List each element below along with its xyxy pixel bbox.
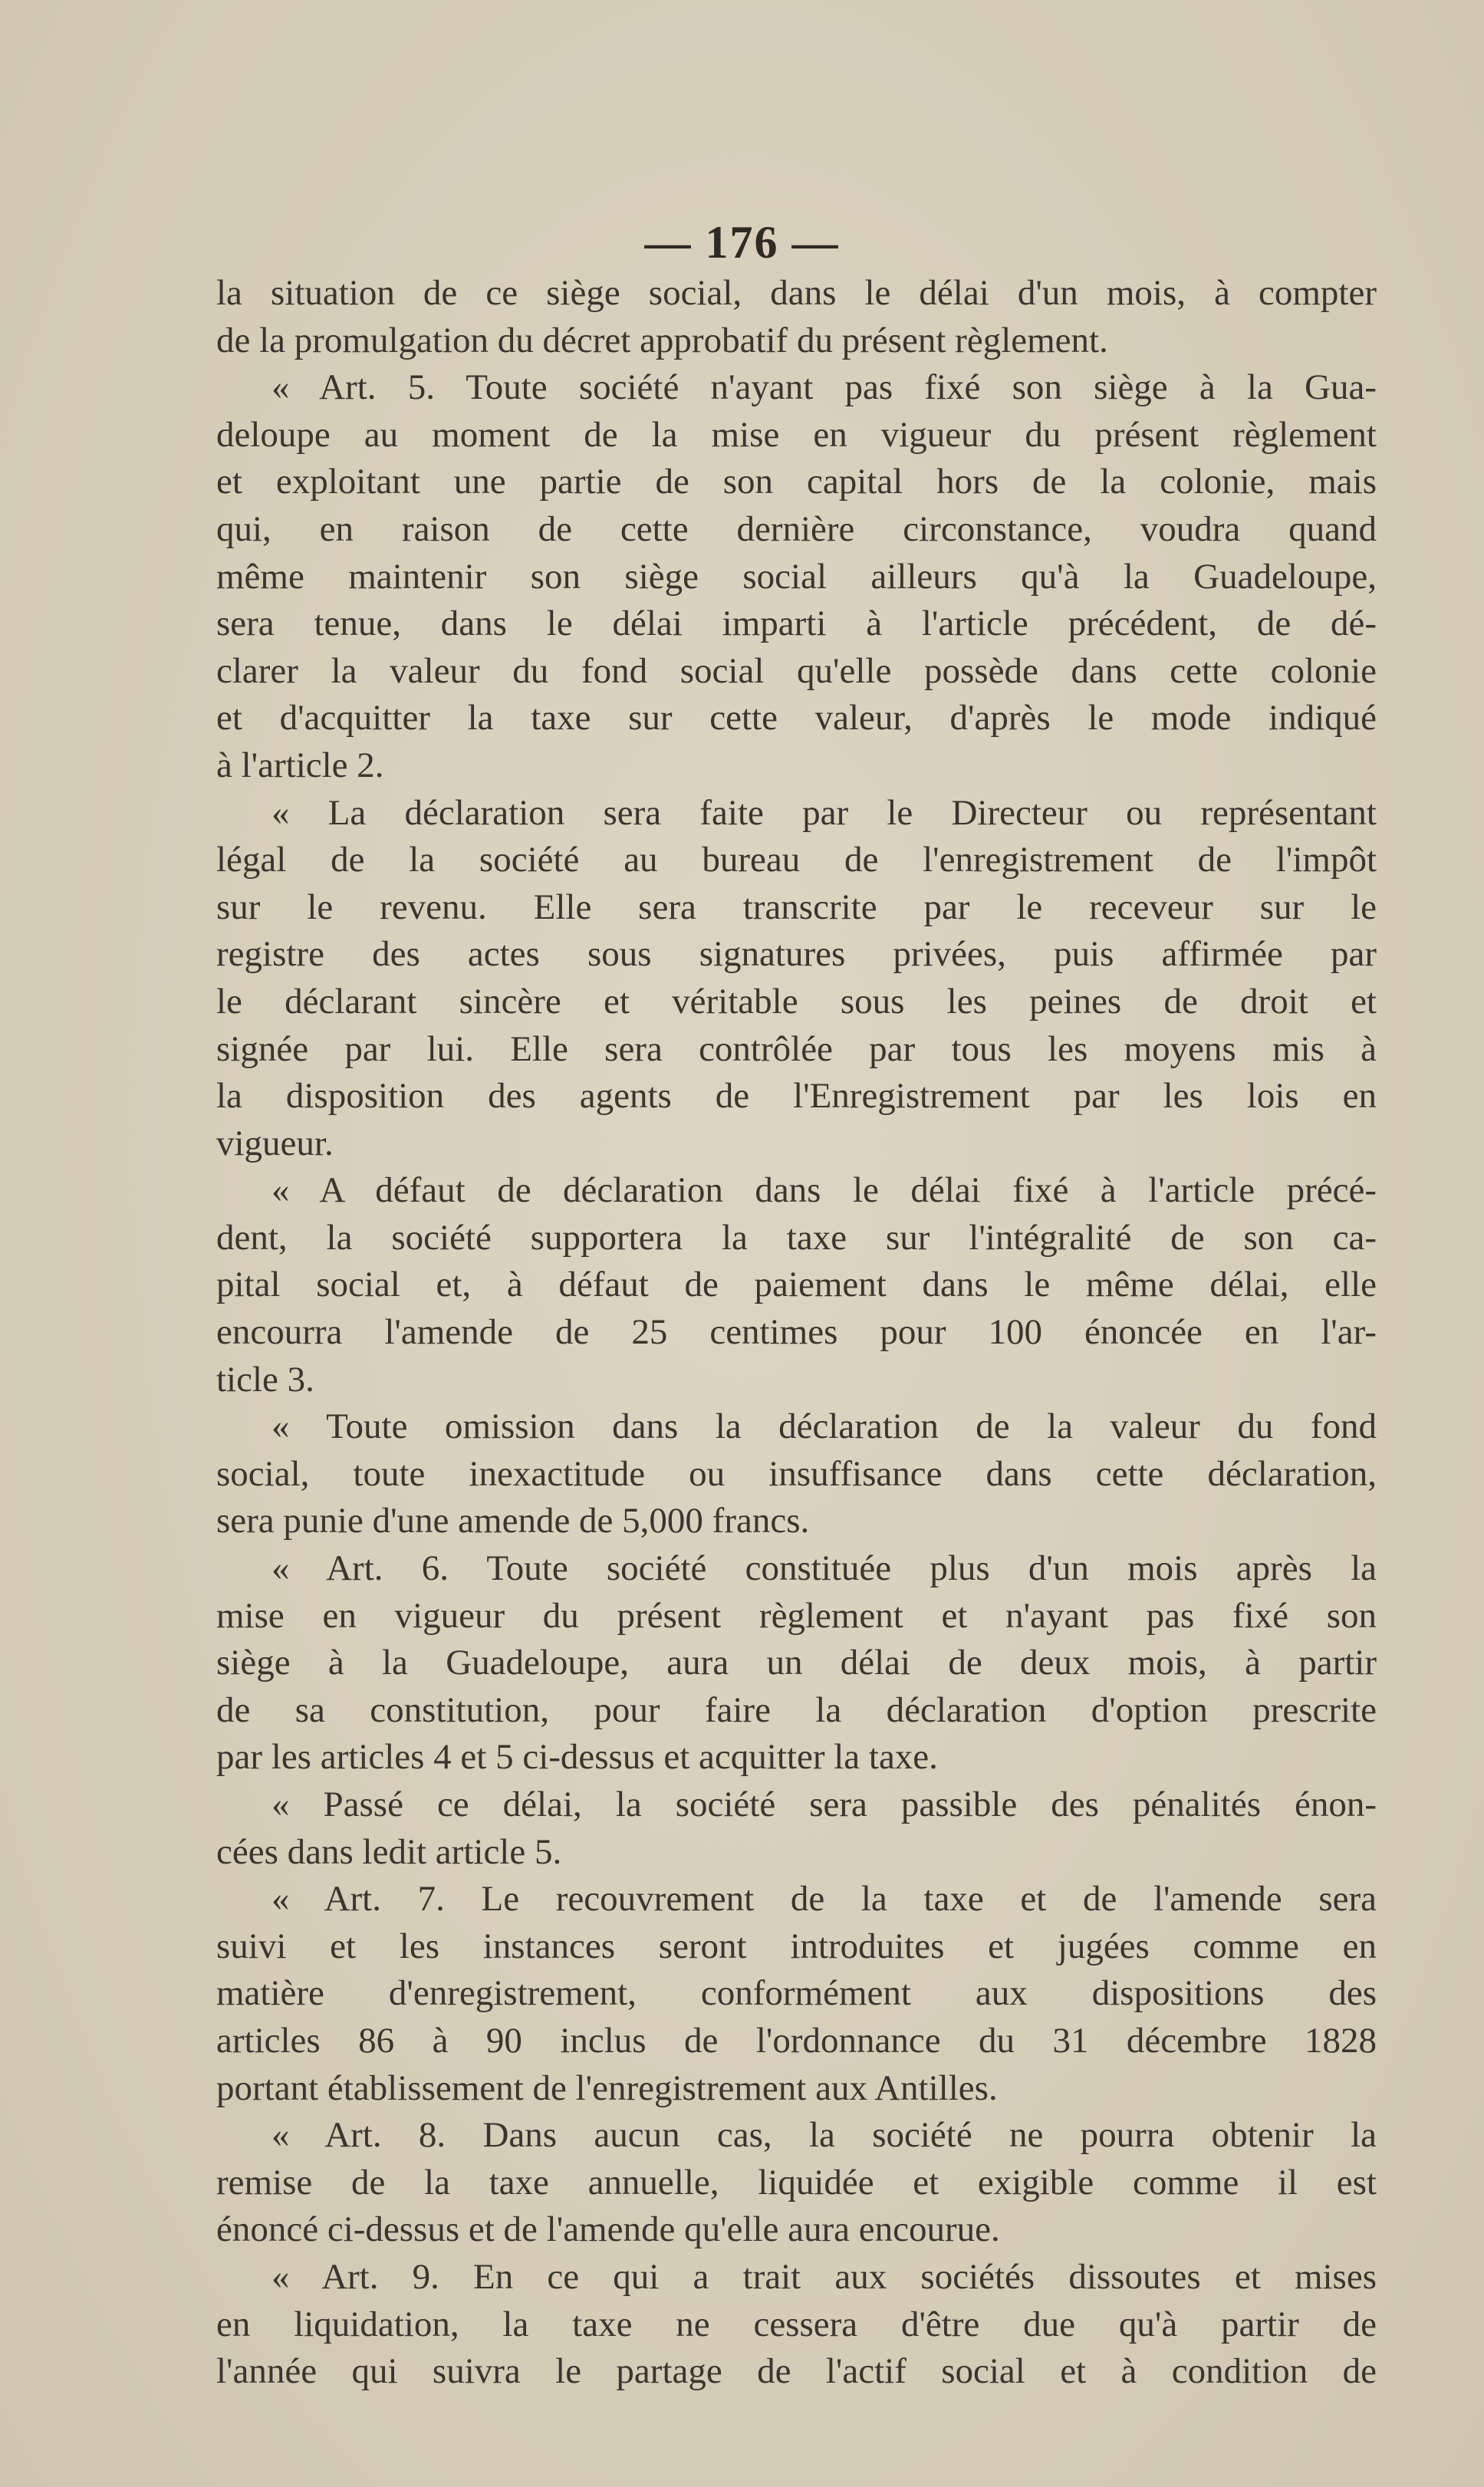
text-line: encourra l'amende de 25 centimes pour 100 énoncée en l'ar-	[216, 1312, 1377, 1353]
paragraph	[216, 1876, 1377, 2112]
text-line: ticle 3.	[216, 1359, 314, 1400]
text-line: « Toute omission dans la déclaration de la valeur du fond	[271, 1406, 1377, 1447]
paragraph	[216, 2112, 1377, 2254]
text-line: suivi et les instances seront introduites et jugées comme en	[216, 1926, 1377, 1966]
text-line: siège à la Guadeloupe, aura un délai de deux mois, à partir	[216, 1643, 1377, 1683]
text-line: deloupe au moment de la mise en vigueur du présent règlement	[216, 414, 1377, 455]
page-number: — 176 —	[644, 217, 840, 268]
text-line: légal de la société au bureau de l'enregistrement de l'impôt	[216, 840, 1377, 880]
text-line: « Passé ce délai, la société sera passible des pénalités énon-	[271, 1785, 1377, 1824]
text-line: en liquidation, la taxe ne cessera d'être due qu'à partir de	[216, 2304, 1377, 2344]
text-line: mise en vigueur du présent règlement et n'ayant pas fixé son	[216, 1595, 1377, 1636]
text-line: « Art. 9. En ce qui a trait aux sociétés dissoutes et mises	[271, 2256, 1377, 2297]
text-line: clarer la valeur du fond social qu'elle possède dans cette colonie	[216, 650, 1377, 691]
text-line: et d'acquitter la taxe sur cette valeur, d'après le mode indiqué	[216, 698, 1377, 739]
text-line: remise de la taxe annuelle, liquidée et exigible comme il est	[216, 2162, 1377, 2202]
text-line: même maintenir son siège social ailleurs qu'à la Guadeloupe,	[216, 556, 1377, 597]
text-line: sur le revenu. Elle sera transcrite par le receveur sur le	[216, 887, 1377, 927]
text-line: « Art. 5. Toute société n'ayant pas fixé son siège à la Gua-	[271, 367, 1377, 408]
text-line: à l'article 2.	[216, 745, 384, 785]
text-line: par les articles 4 et 5 ci-dessus et acquitter la taxe.	[216, 1737, 938, 1778]
text-line: sera tenue, dans le délai imparti à l'article précédent, de dé-	[216, 604, 1377, 644]
paragraph	[216, 1403, 1377, 1545]
paragraph	[216, 1167, 1377, 1403]
paragraph	[216, 1545, 1377, 1781]
text-line: l'année qui suivra le partage de l'actif social et à condition de	[216, 2351, 1377, 2392]
text-line: vigueur.	[216, 1123, 334, 1163]
text-line: pital social et, à défaut de paiement dans le même délai, elle	[216, 1265, 1377, 1305]
text-line: énoncé ci-dessus et de l'amende qu'elle aura encourue.	[216, 2209, 1000, 2250]
text-line: « Art. 8. Dans aucun cas, la société ne pourra obtenir la	[271, 2115, 1377, 2156]
text-line: « La déclaration sera faite par le Directeur ou représentant	[271, 792, 1377, 833]
text-line: signée par lui. Elle sera contrôlée par tous les moyens mis à	[216, 1028, 1377, 1069]
text-line: cées dans ledit article 5.	[216, 1831, 562, 1872]
text-line: la situation de ce siège social, dans le délai d'un mois, à compter	[216, 273, 1377, 313]
text-line: articles 86 à 90 inclus de l'ordonnance du 31 décembre 1828	[216, 2020, 1377, 2061]
text-line: « Art. 7. Le recouvrement de la taxe et de l'amende sera	[271, 1879, 1377, 1920]
text-line: registre des actes sous signatures privées, puis affirmée par	[216, 934, 1377, 975]
body-text	[216, 270, 1377, 2396]
text-line: portant établissement de l'enregistrement aux Antilles.	[216, 2068, 998, 2108]
paragraph	[216, 2254, 1377, 2396]
paragraph	[216, 790, 1377, 1168]
text-line: de la promulgation du décret approbatif du présent règlement.	[216, 320, 1108, 360]
text-line: de sa constitution, pour faire la déclaration d'option prescrite	[216, 1689, 1377, 1730]
text-line: et exploitant une partie de son capital hors de la colonie, mais	[216, 462, 1377, 502]
text-line: le déclarant sincère et véritable sous les peines de droit et	[216, 981, 1377, 1021]
text-line: la disposition des agents de l'Enregistrement par les lois en	[216, 1076, 1377, 1117]
text-line: social, toute inexactitude ou insuffisance dans cette déclaration,	[216, 1453, 1377, 1494]
paragraph	[216, 1781, 1377, 1876]
text-line: dent, la société supportera la taxe sur l'intégralité de son ca-	[216, 1217, 1377, 1258]
text-line: « A défaut de déclaration dans le délai fixé à l'article précé-	[271, 1170, 1377, 1211]
paragraph	[216, 270, 1377, 364]
text-line: sera punie d'une amende de 5,000 francs.	[216, 1501, 810, 1541]
paragraph	[216, 364, 1377, 789]
text-line: « Art. 6. Toute société constituée plus d'un mois après la	[271, 1548, 1377, 1589]
text-line: matière d'enregistrement, conformément aux dispositions des	[216, 1973, 1377, 2014]
text-line: qui, en raison de cette dernière circonstance, voudra quand	[216, 508, 1377, 549]
